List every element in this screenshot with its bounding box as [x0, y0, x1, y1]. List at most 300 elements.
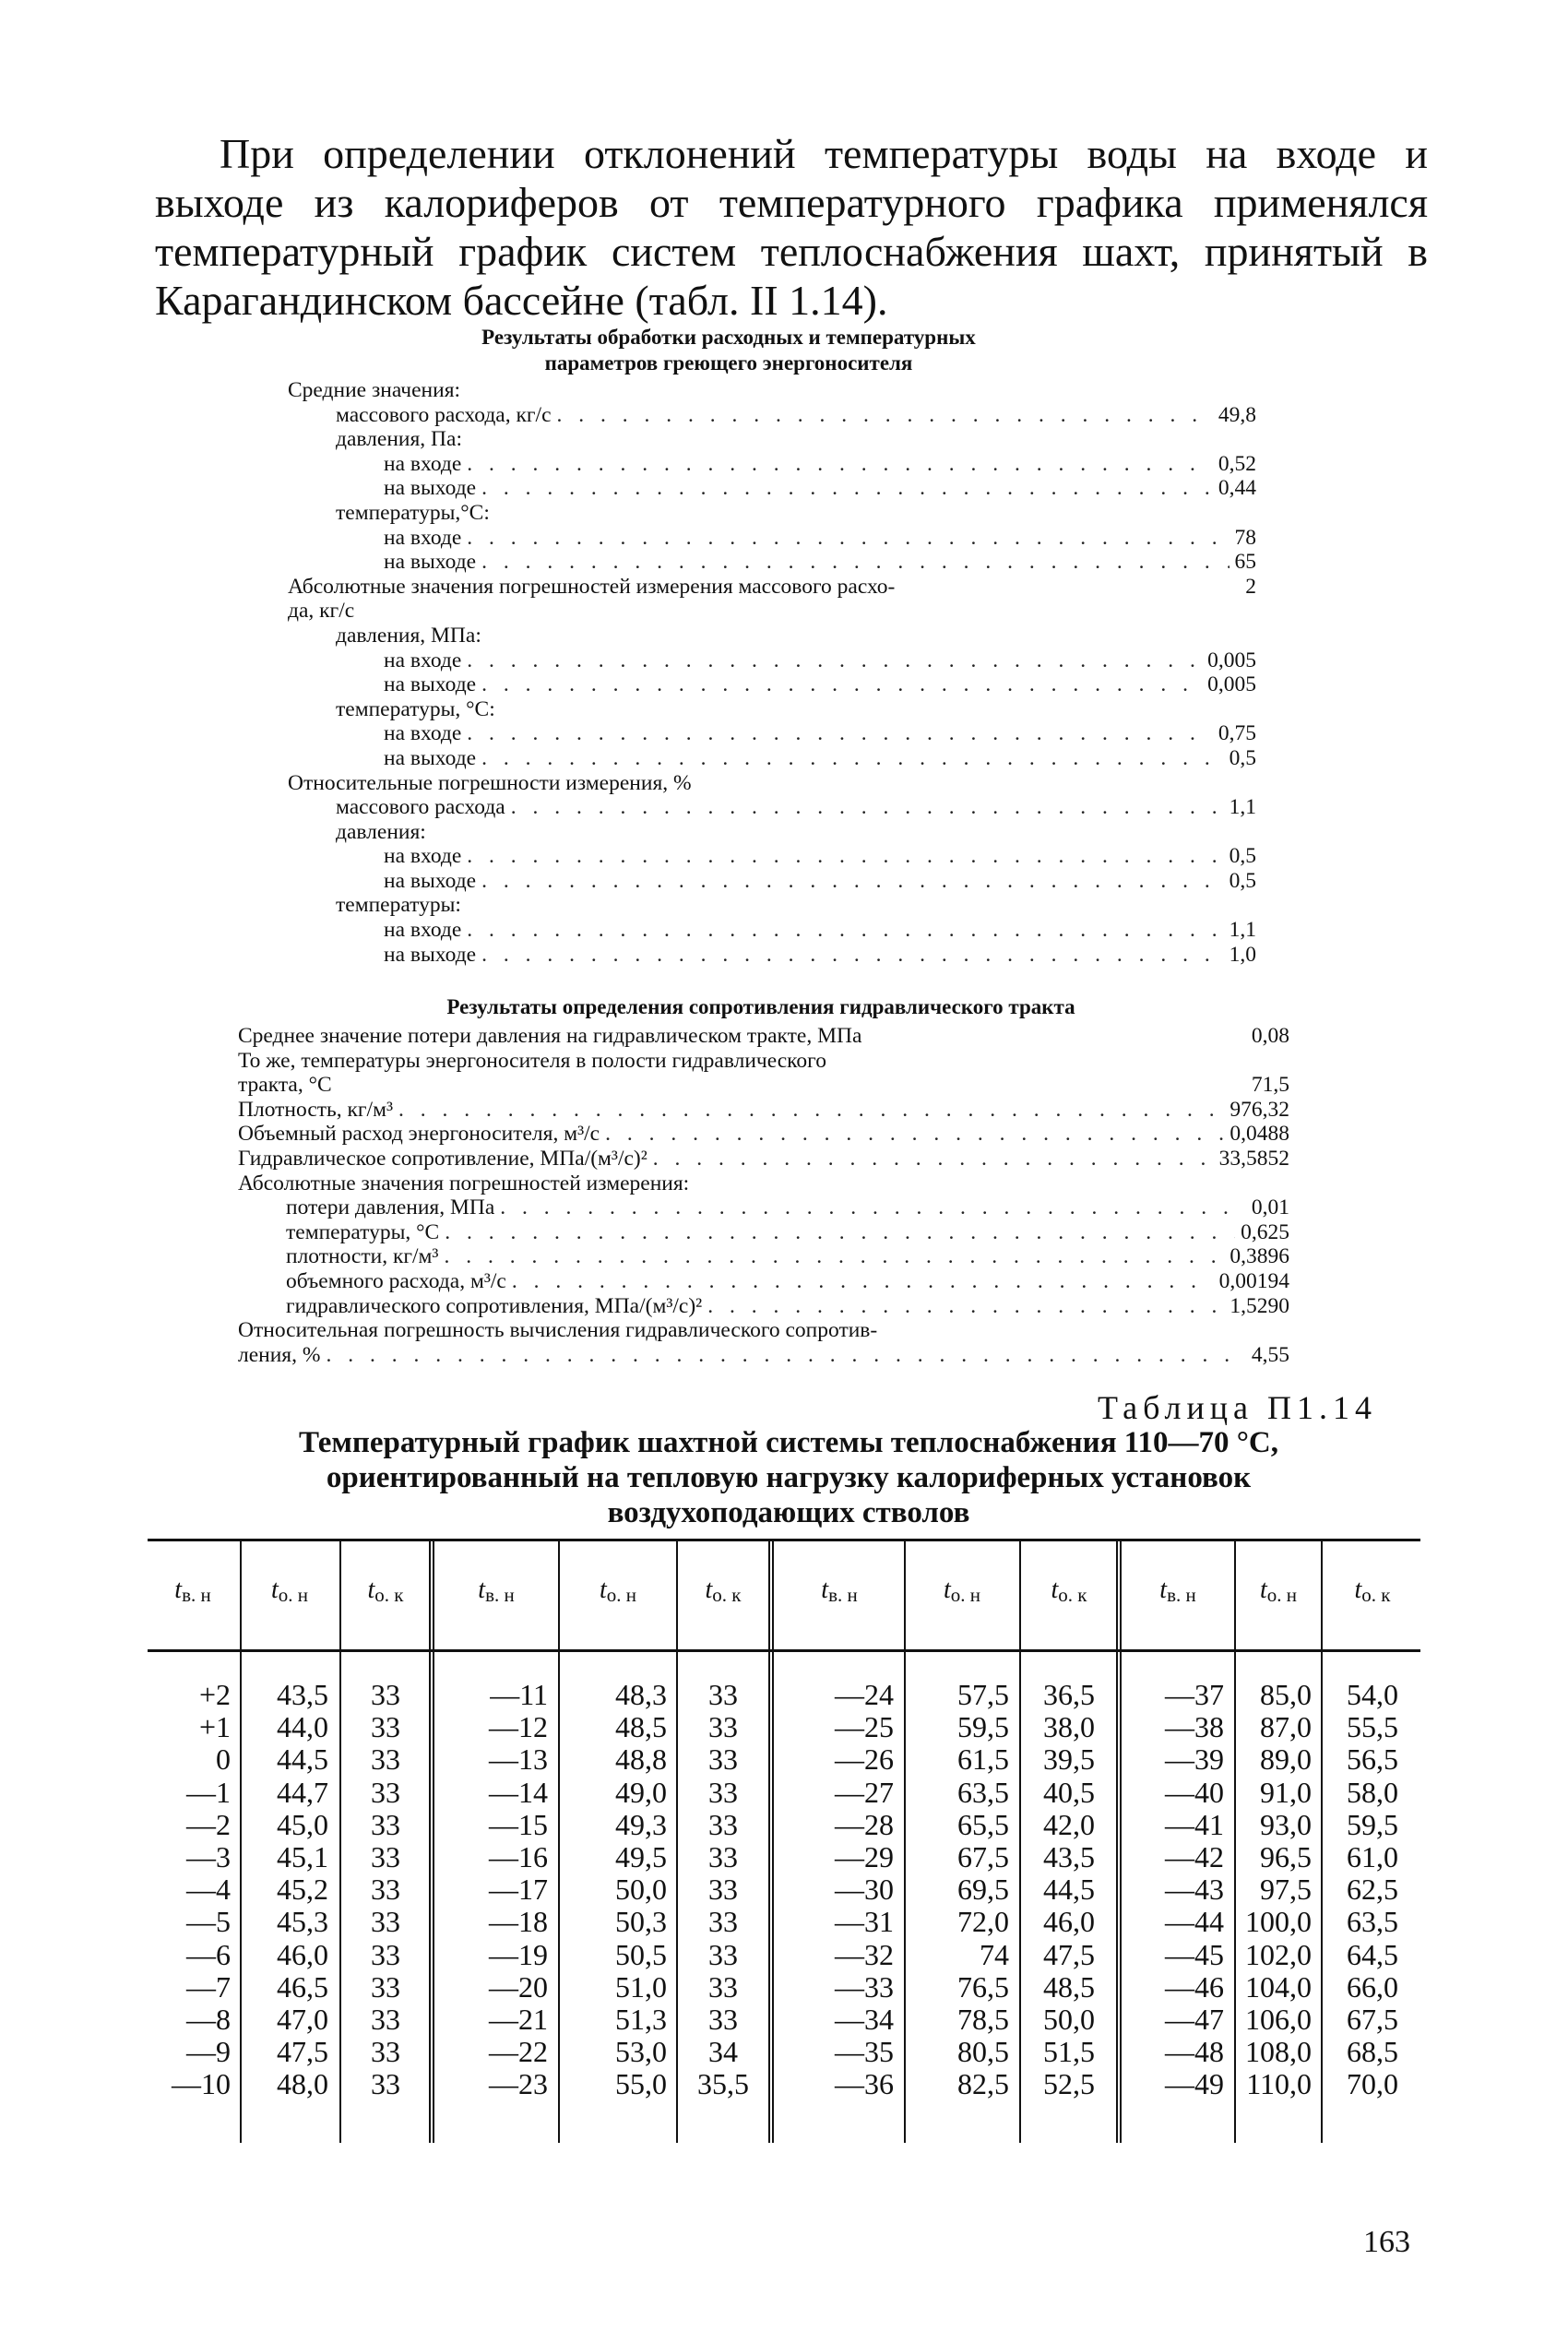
table-cell: 51,5 [1043, 2035, 1095, 2069]
list-row [288, 721, 1256, 746]
table-cell: 61,0 [1347, 1840, 1398, 1874]
row-value: 0,5 [1229, 745, 1256, 770]
table-cell: 51,3 [615, 2003, 667, 2037]
row-label: на выходе [384, 868, 477, 893]
row-label: Абсолютные значения погрешностей измерения: [238, 1171, 690, 1195]
table-cell: 33 [371, 1678, 400, 1711]
table-cell: 96,5 [1260, 1840, 1312, 1874]
table-cell: 65,5 [957, 1807, 1009, 1841]
row-value: 0,3896 [1229, 1244, 1289, 1269]
row-label: Средние значения: [288, 378, 461, 402]
table-cell: —32 [835, 1937, 894, 1971]
dot-leader [481, 550, 1229, 575]
table-cell: 33 [371, 2003, 400, 2037]
table-column-rule [240, 1539, 242, 2143]
header-symbol: t [174, 1576, 183, 1604]
row-value: 976,32 [1229, 1097, 1289, 1122]
table-cell: 51,0 [615, 1969, 667, 2004]
row-label: плотности, кг/м³ [286, 1244, 439, 1269]
dot-leader [467, 526, 1229, 551]
row-value: 49,8 [1218, 402, 1256, 427]
table-cell: 36,5 [1043, 1678, 1095, 1711]
table-cell: —19 [489, 1937, 548, 1971]
dot-leader [326, 1343, 1245, 1368]
table-cell: 44,0 [277, 1710, 328, 1744]
section2-list [238, 1024, 1289, 1367]
section1-title-line2: параметров греющего энергоносителя [544, 351, 913, 375]
row-value: 0,0488 [1229, 1122, 1289, 1147]
table-cell: 33 [371, 1937, 400, 1971]
table-cell: 63,5 [957, 1775, 1009, 1809]
table-cell: 69,5 [957, 1873, 1009, 1907]
table-cell: —42 [1165, 1840, 1224, 1874]
table-cell: 64,5 [1347, 1937, 1398, 1971]
row-label: на выходе [384, 550, 477, 575]
table-cell: 33 [371, 1840, 400, 1874]
list-row [288, 550, 1256, 575]
table-cell: 42,0 [1043, 1807, 1095, 1841]
row-value: 0,52 [1218, 451, 1256, 476]
table-cell: —2 [186, 1807, 231, 1841]
list-row [288, 771, 1256, 796]
list-row [288, 746, 1256, 771]
column-header-tvn [1124, 1576, 1231, 1607]
table-cell: 34 [708, 2035, 738, 2069]
dot-leader [467, 648, 1202, 673]
table-cell: —10 [172, 2067, 231, 2101]
list-row [288, 575, 1256, 600]
table-column-rule [1019, 1539, 1021, 2143]
table-cell: 102,0 [1245, 1937, 1312, 1971]
row-value: 0,08 [1251, 1024, 1289, 1048]
row-label: Абсолютные значения погрешностей измерения массового расхо- [288, 574, 896, 599]
table-cell: 80,5 [957, 2035, 1009, 2069]
table-column-rule [339, 1539, 341, 2143]
table-cell: —30 [835, 1873, 894, 1907]
table-cell: 43,5 [277, 1678, 328, 1711]
table-cell: 57,5 [957, 1678, 1009, 1711]
list-row [238, 1269, 1289, 1294]
table-cell: —21 [489, 2003, 548, 2037]
row-label: Гидравлическое сопротивление, МПа/(м³/с)² [238, 1146, 647, 1171]
row-value: 33,5852 [1218, 1146, 1289, 1171]
header-symbol: t [478, 1576, 486, 1604]
dot-leader [481, 943, 1224, 968]
column-tvn-group-3 [778, 1679, 894, 2101]
row-label: на входе [384, 648, 462, 672]
list-row [238, 1171, 1289, 1196]
table-cell: 108,0 [1245, 2035, 1312, 2069]
list-row [288, 697, 1256, 722]
dot-leader [605, 1122, 1224, 1147]
page-number: 163 [1363, 2225, 1410, 2259]
table-cell: —24 [835, 1678, 894, 1711]
row-value: 2 [1245, 574, 1256, 599]
table-cell: 46,5 [277, 1969, 328, 2004]
table-cell: 106,0 [1245, 2003, 1312, 2037]
list-row [288, 526, 1256, 551]
table-cell: 33 [371, 1873, 400, 1907]
row-value: 0,5 [1229, 844, 1256, 869]
row-value: 65 [1234, 550, 1256, 575]
header-symbol: t [1159, 1576, 1168, 1604]
table-cell: 63,5 [1347, 1905, 1398, 1939]
list-row [288, 403, 1256, 428]
table-column-rule [768, 1539, 774, 2143]
table-cell: 48,0 [277, 2067, 328, 2101]
table-cell: 38,0 [1043, 1710, 1095, 1744]
dot-leader [481, 672, 1202, 697]
row-label: Относительная погрешность вычисления гидравлического сопротив- [238, 1318, 878, 1343]
table-cell: 45,0 [277, 1807, 328, 1841]
row-label: Среднее значение потери давления на гидравлическом тракте, МПа [238, 1024, 862, 1048]
list-row [288, 672, 1256, 697]
row-label: на входе [384, 451, 462, 476]
table-column-rule [558, 1539, 560, 2143]
table-cell: —46 [1165, 1969, 1224, 2004]
dot-leader [467, 918, 1223, 943]
table-cell: 33 [708, 1807, 738, 1841]
list-row [238, 1220, 1289, 1245]
table-cell: 50,0 [615, 1873, 667, 1907]
table-cell: 85,0 [1260, 1678, 1312, 1711]
header-subscript: о. к [1361, 1584, 1391, 1606]
list-row [238, 1318, 1289, 1343]
table-cell: 50,0 [1043, 2003, 1095, 2037]
table-cell: 48,3 [615, 1678, 667, 1711]
row-label: Плотность, кг/м³ [238, 1097, 393, 1122]
table-cell: 33 [708, 1775, 738, 1809]
row-value: 0,625 [1241, 1219, 1289, 1244]
table-cell: —7 [186, 1969, 231, 2004]
table-cell: 33 [371, 2067, 400, 2101]
table-cell: 76,5 [957, 1969, 1009, 2004]
table-cell: —17 [489, 1873, 548, 1907]
table-cell: —23 [489, 2067, 548, 2101]
dot-leader [481, 869, 1224, 894]
table-cell: 33 [708, 1710, 738, 1744]
table-cell: 47,5 [277, 2035, 328, 2069]
list-row [288, 599, 1256, 624]
table-cell: —12 [489, 1710, 548, 1744]
column-header-ton [244, 1576, 336, 1607]
row-value: 78 [1234, 525, 1256, 550]
table-cell: —22 [489, 2035, 548, 2069]
list-row [238, 1195, 1289, 1220]
list-row [288, 844, 1256, 869]
table-cell: 48,5 [615, 1710, 667, 1744]
list-row [288, 795, 1256, 820]
column-header-ton [908, 1576, 1016, 1607]
table-cell: —36 [835, 2067, 894, 2101]
table-cell: 82,5 [957, 2067, 1009, 2101]
list-row [288, 648, 1256, 673]
section1-list [288, 378, 1256, 967]
column-header-tok [343, 1576, 428, 1607]
table-cell: —43 [1165, 1873, 1224, 1907]
table-cell: 55,5 [1347, 1710, 1398, 1744]
header-subscript: в. н [182, 1584, 211, 1606]
table-cell: 39,5 [1043, 1742, 1095, 1777]
column-header-tok [680, 1576, 766, 1607]
row-label: температуры, °С: [336, 696, 495, 721]
row-label: давления: [336, 819, 426, 844]
table-cell: —5 [186, 1905, 231, 1939]
header-subscript: в. н [828, 1584, 858, 1606]
list-row [238, 1294, 1289, 1319]
table-cell: 93,0 [1260, 1807, 1312, 1841]
table-cell: —3 [186, 1840, 231, 1874]
table-cell: 44,5 [1043, 1873, 1095, 1907]
column-header-tvn [778, 1576, 901, 1607]
table-cell: —39 [1165, 1742, 1224, 1777]
table-title: Температурный график шахтной системы теплоснабжения 110—70 °С, ориентированный на тепловую нагрузку калориферных установок воздухоподающих стволов [298, 1426, 1279, 1529]
table-cell: —20 [489, 1969, 548, 2004]
table-cell: 50,5 [615, 1937, 667, 1971]
table-cell: —35 [835, 2035, 894, 2069]
table-cell: 53,0 [615, 2035, 667, 2069]
table-header-rule [148, 1649, 1420, 1652]
table-cell: 87,0 [1260, 1710, 1312, 1744]
header-subscript: о. н [278, 1584, 309, 1606]
table-top-rule [148, 1539, 1420, 1541]
table-cell: 33 [371, 1905, 400, 1939]
table-column-rule [676, 1539, 678, 2143]
table-cell: —48 [1165, 2035, 1224, 2069]
table-cell: 47,0 [277, 2003, 328, 2037]
dot-leader [445, 1220, 1235, 1245]
row-label: температуры: [336, 893, 461, 918]
table-cell: 49,3 [615, 1807, 667, 1841]
table-column-rule [1116, 1539, 1122, 2143]
header-subscript: о. н [606, 1584, 637, 1606]
table-cell: —34 [835, 2003, 894, 2037]
table-cell: —18 [489, 1905, 548, 1939]
table-cell: —13 [489, 1742, 548, 1777]
table-cell: 62,5 [1347, 1873, 1398, 1907]
table-cell: 33 [371, 1710, 400, 1744]
column-ton-group-3 [908, 1679, 1009, 2101]
list-row [288, 427, 1256, 452]
row-value: 0,01 [1251, 1195, 1289, 1220]
row-value: 0,00194 [1218, 1268, 1289, 1293]
section1-title-line1: Результаты обработки расходных и температурных [481, 326, 976, 349]
dot-leader [653, 1147, 1214, 1171]
table-cell: 33 [708, 1678, 738, 1711]
row-value: 0,75 [1218, 721, 1256, 746]
table-cell: 52,5 [1043, 2067, 1095, 2101]
table-cell: 58,0 [1347, 1775, 1398, 1809]
row-label: на входе [384, 721, 462, 746]
table-cell: 44,7 [277, 1775, 328, 1809]
list-row [238, 1024, 1289, 1049]
list-row [288, 869, 1256, 894]
row-label: массового расхода [336, 795, 505, 820]
column-tok-group-2 [680, 1679, 766, 2101]
row-value: 0,44 [1218, 476, 1256, 501]
intro-paragraph [155, 129, 1428, 325]
column-tvn-group-4 [1124, 1679, 1224, 2101]
table-cell: 33 [708, 1937, 738, 1971]
table-cell: 35,5 [697, 2067, 749, 2101]
row-value: 1,5290 [1229, 1293, 1289, 1318]
row-label: на выходе [384, 672, 477, 697]
header-symbol: t [821, 1576, 829, 1604]
row-value: 71,5 [1251, 1073, 1289, 1098]
row-label: тракта, °С [238, 1073, 332, 1098]
list-row [238, 1098, 1289, 1123]
table-column-rule [904, 1539, 906, 2143]
row-label: Объемный расход энергоносителя, м³/с [238, 1122, 600, 1147]
row-label: объемного расхода, м³/с [286, 1268, 506, 1293]
table-cell: 48,8 [615, 1742, 667, 1777]
list-row [288, 624, 1256, 648]
table-cell: —11 [490, 1678, 548, 1711]
header-subscript: о. н [1266, 1584, 1298, 1606]
table-cell: 46,0 [1043, 1905, 1095, 1939]
row-label: массового расхода, кг/с [336, 402, 552, 427]
row-label: на выходе [384, 476, 477, 501]
table-cell: 97,5 [1260, 1873, 1312, 1907]
table-cell: —28 [835, 1807, 894, 1841]
table-cell: 110,0 [1246, 2067, 1312, 2101]
table-cell: 55,0 [615, 2067, 667, 2101]
table-cell: 61,5 [957, 1742, 1009, 1777]
table-cell: 49,5 [615, 1840, 667, 1874]
list-row [288, 501, 1256, 526]
table-cell: —9 [186, 2035, 231, 2069]
table-cell: 70,0 [1347, 2067, 1398, 2101]
column-header-tvn [148, 1576, 238, 1607]
row-label: гидравлического сопротивления, МПа/(м³/с)² [286, 1293, 703, 1318]
row-label: То же, температуры энергоносителя в полости гидравлического [238, 1048, 826, 1073]
row-label: да, кг/с [288, 599, 355, 624]
table-cell: —31 [835, 1905, 894, 1939]
row-value: 0,005 [1207, 672, 1256, 697]
list-row [288, 378, 1256, 403]
table-cell: —6 [186, 1937, 231, 1971]
table-cell: —37 [1165, 1678, 1224, 1711]
table-cell: 33 [371, 1742, 400, 1777]
list-row [288, 476, 1256, 501]
row-label: потери давления, МПа [286, 1195, 495, 1220]
row-label: температуры,°С: [336, 500, 490, 525]
row-value: 0,005 [1207, 648, 1256, 672]
table-cell: +2 [198, 1678, 231, 1711]
table-cell: 89,0 [1260, 1742, 1312, 1777]
list-row [238, 1343, 1289, 1368]
dot-leader [467, 844, 1223, 869]
table-cell: —29 [835, 1840, 894, 1874]
table-cell: +1 [198, 1710, 231, 1744]
row-value: 4,55 [1251, 1342, 1289, 1367]
dot-leader [481, 746, 1224, 771]
dot-leader [512, 1269, 1214, 1294]
section1-title [304, 325, 1153, 376]
table-cell: 46,0 [277, 1937, 328, 1971]
table-cell: 45,2 [277, 1873, 328, 1907]
table-cell: 47,5 [1043, 1937, 1095, 1971]
dot-leader [467, 452, 1213, 477]
table-cell: —41 [1165, 1807, 1224, 1841]
header-symbol: t [1354, 1576, 1362, 1604]
table-cell: —26 [835, 1742, 894, 1777]
row-label: на выходе [384, 745, 477, 770]
list-row [288, 452, 1256, 477]
table-cell: 48,5 [1043, 1969, 1095, 2004]
table-column-rule [1321, 1539, 1323, 2143]
table-cell: 68,5 [1347, 2035, 1398, 2069]
table-cell: 33 [708, 1840, 738, 1874]
header-subscript: в. н [485, 1584, 515, 1606]
column-tvn-group-1 [148, 1679, 231, 2101]
column-ton-group-2 [562, 1679, 667, 2101]
column-ton-group-1 [244, 1679, 328, 2101]
table-cell: 33 [371, 1775, 400, 1809]
table-cell: 43,5 [1043, 1840, 1095, 1874]
table-cell: 59,5 [1347, 1807, 1398, 1841]
dot-leader [557, 403, 1213, 428]
header-subscript: о. к [712, 1584, 742, 1606]
dot-leader [444, 1244, 1224, 1269]
table-cell: 100,0 [1245, 1905, 1312, 1939]
table-cell: 67,5 [957, 1840, 1009, 1874]
row-value: 1,1 [1229, 795, 1256, 820]
dot-leader [398, 1098, 1224, 1123]
row-label: температуры, °С [286, 1219, 440, 1244]
column-tok-group-1 [343, 1679, 428, 2101]
section2-title: Результаты определения сопротивления гидравлического тракта [446, 995, 1075, 1018]
header-symbol: t [1051, 1576, 1059, 1604]
row-label: давления, МПа: [336, 623, 481, 648]
list-row [238, 1122, 1289, 1147]
column-header-tok [1023, 1576, 1115, 1607]
row-value: 0,5 [1229, 868, 1256, 893]
table-cell: 33 [371, 2035, 400, 2069]
header-symbol: t [367, 1576, 375, 1604]
table-cell: 91,0 [1260, 1775, 1312, 1809]
list-row [288, 893, 1256, 918]
table-cell: —33 [835, 1969, 894, 2004]
table-cell: —38 [1165, 1710, 1224, 1744]
table-cell: —49 [1165, 2067, 1224, 2101]
column-tok-group-4 [1324, 1679, 1420, 2101]
list-row [238, 1244, 1289, 1269]
table-cell: 74 [980, 1937, 1009, 1971]
table-cell: —40 [1165, 1775, 1224, 1809]
table-column-rule [1234, 1539, 1236, 2143]
dot-leader [500, 1195, 1246, 1220]
table-column-rule [429, 1539, 434, 2143]
table-cell: —25 [835, 1710, 894, 1744]
table-cell: 56,5 [1347, 1742, 1398, 1777]
dot-leader [511, 795, 1224, 820]
table-cell: 67,5 [1347, 2003, 1398, 2037]
table-cell: 104,0 [1245, 1969, 1312, 2004]
table-cell: 40,5 [1043, 1775, 1095, 1809]
column-header-tvn [437, 1576, 555, 1607]
row-label: на входе [384, 844, 462, 869]
table-cell: —16 [489, 1840, 548, 1874]
table-cell: 33 [708, 1969, 738, 2004]
table-cell: —47 [1165, 2003, 1224, 2037]
table-cell: 33 [708, 1742, 738, 1777]
table-cell: —15 [489, 1807, 548, 1841]
header-symbol: t [270, 1576, 279, 1604]
row-label: давления, Па: [336, 427, 462, 452]
dot-leader [481, 476, 1213, 501]
header-symbol: t [599, 1576, 607, 1604]
